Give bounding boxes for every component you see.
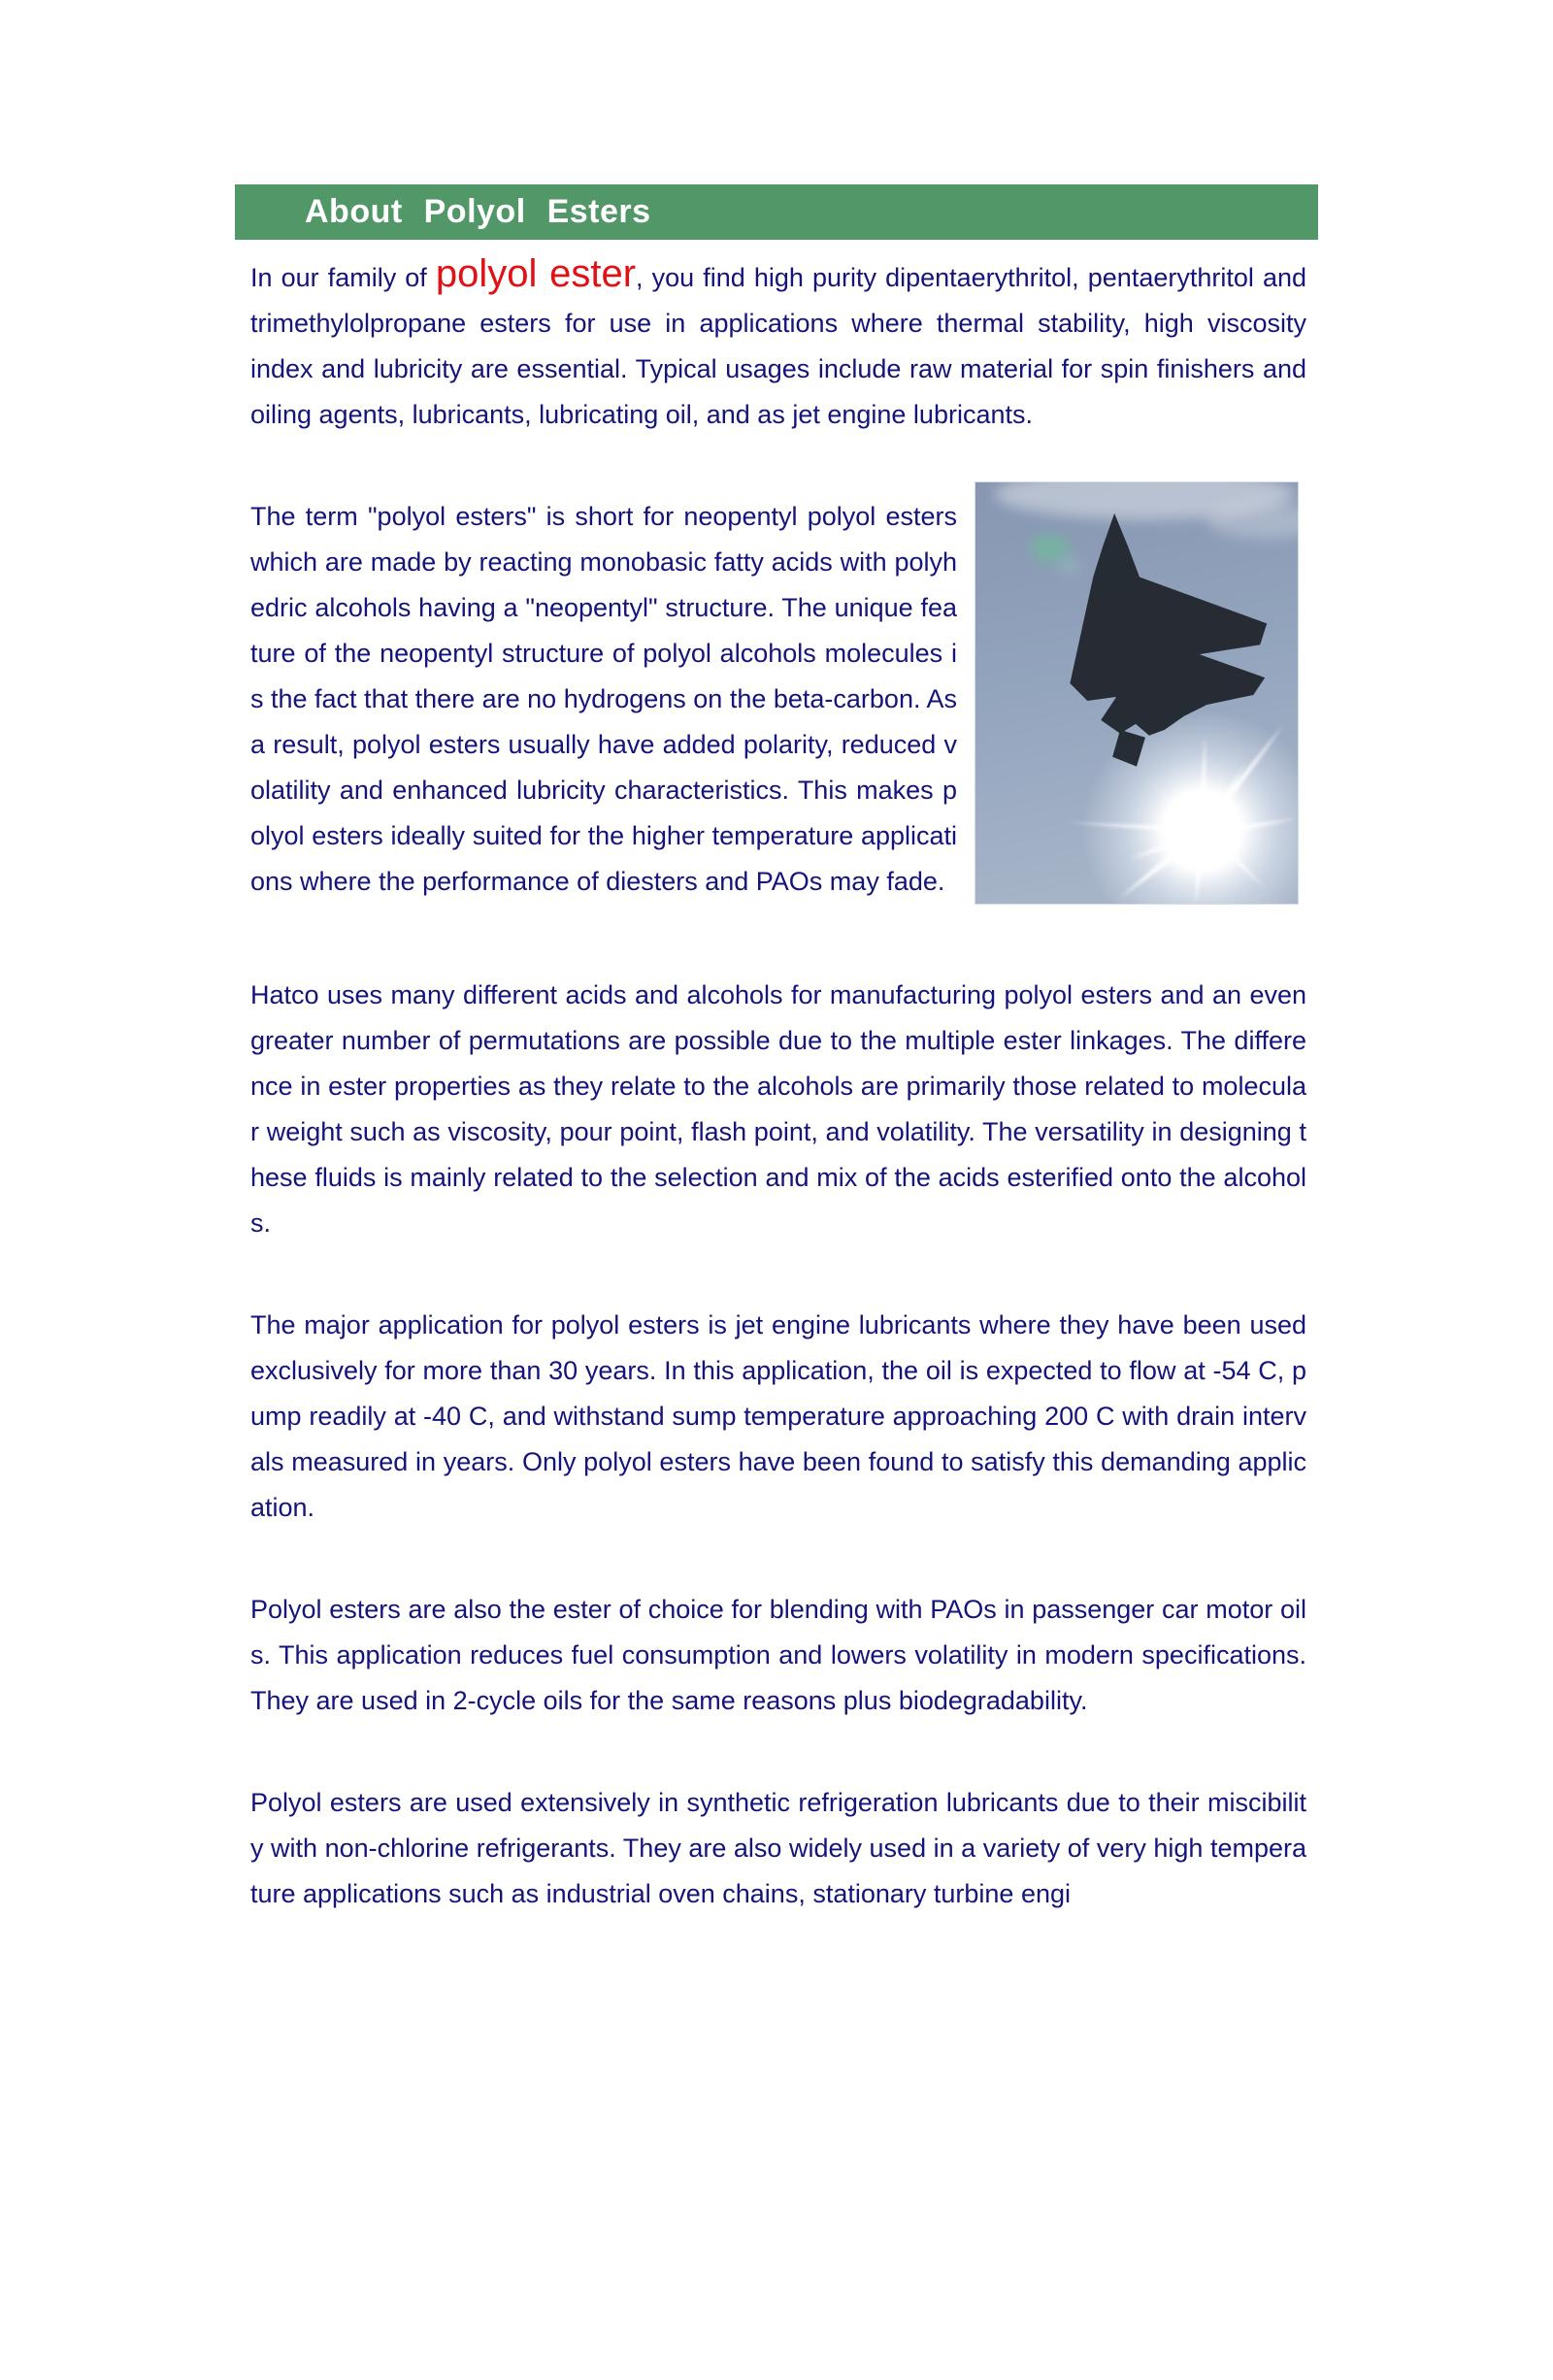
document-page — [0, 184, 1553, 2380]
paragraph-motor-oils: Polyol esters are also the ester of choice for blending with PAOs in passenger car motor oils. This application reduces fuel consumption and lowers volatility in modern specifications. They are used in 2-cycle oils for the same reasons plus biodegradability. — [250, 1595, 1306, 1715]
paragraph-jet-engine-application: The major application for polyol esters is jet engine lubricants where they have been used exclusively for more than 30 years. In this application, the oil is expected to flow at -54 C, pump readily at -40 C, and withstand sump temperature approaching 200 C with drain intervals measured in years. Only polyol esters have been found to satisfy this demanding application. — [250, 1310, 1306, 1522]
sun-core — [1162, 790, 1242, 872]
intro-rest: , you find high purity dipentaerythritol, pentaerythritol and trimethylolpropane esters for use in applications where thermal stability, high viscosity index and lubricity are essential. Typical usages include raw material for spin finishers and oiling agents, lubricants, lubricating oil, and as jet engine lubricants. — [250, 263, 1306, 429]
intro-prefix: In our family of — [250, 263, 436, 292]
polyol-ester-highlight: polyol ester — [435, 252, 637, 295]
intro-paragraph — [250, 251, 1306, 438]
section-title: About Polyol Esters — [305, 193, 651, 230]
paragraph-polyol-term: The term "polyol esters" is short for neopentyl polyol esters which are made by reacting monobasic fatty acids with polyhedric alcohols having a "neopentyl" structure. The unique feature of the neopentyl structure of polyol alcohols molecules is the fact that there are no hydrogens on the beta-carbon. As a result, polyol esters usually have added polarity, reduced volatility and enhanced lubricity characteristics. This makes polyol esters ideally suited for the higher temperature applications where the performance of diesters and PAOs may fade. — [250, 502, 957, 896]
document-content — [250, 251, 1306, 1917]
jet-photo-graphic — [975, 482, 1298, 904]
lens-flare-green — [1031, 535, 1070, 562]
paragraph-with-photo — [250, 494, 1306, 916]
paragraph-refrigeration: Polyol esters are used extensively in synthetic refrigeration lubricants due to their miscibility with non-chlorine refrigerants. They are also widely used in a variety of very high temperature applications such as industrial oven chains, stationary turbine engi — [250, 1788, 1306, 1908]
jet-photo — [975, 481, 1299, 905]
paragraph-hatco-acids: Hatco uses many different acids and alcohols for manufacturing polyol esters and an even greater number of permutations are possible due to the multiple ester linkages. The difference in ester properties as they relate to the alcohols are primarily those related to molecular weight such as viscosity, pour point, flash point, and volatility. The versatility in designing these fluids is mainly related to the selection and mix of the acids esterified onto the alcohols. — [250, 980, 1306, 1238]
lens-flare-green-small — [1059, 559, 1078, 573]
section-header-bar — [235, 184, 1318, 240]
